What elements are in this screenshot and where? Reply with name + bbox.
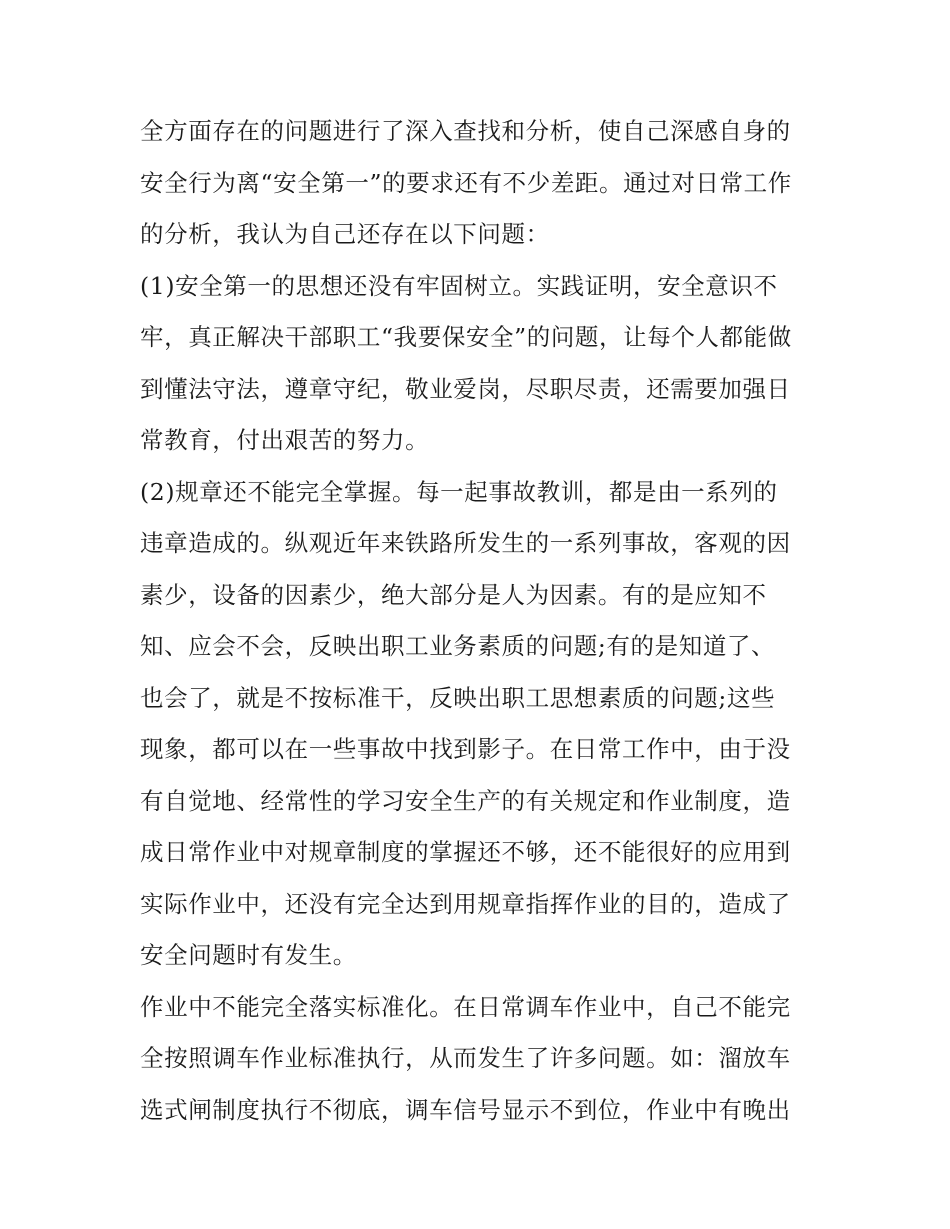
- text-line: 现象，都可以在一些事故中找到影子。在日常工作中，由于没: [140, 735, 791, 763]
- text-line: 全方面存在的问题进行了深入查找和分析，使自己深感自身的: [140, 117, 791, 145]
- text-line: 全按照调车作业标准执行，从而发生了许多问题。如：溜放车: [140, 1044, 791, 1072]
- text-line: 安全行为离“安全第一”的要求还有不少差距。通过对日常工作: [140, 168, 792, 197]
- text-line: 常教育，付出艰苦的努力。: [140, 426, 430, 454]
- body-text: [140, 106, 820, 1136]
- text-line: 实际作业中，还没有完全达到用规章指挥作业的目的，造成了: [140, 889, 791, 918]
- text-line: 素少，设备的因素少，绝大部分是人为因素。有的是应知不: [140, 580, 767, 609]
- text-line: (1)安全第一的思想还没有牢固树立。实践证明，安全意识不: [140, 271, 778, 300]
- text-line: 也会了，就是不按标准干，反映出职工思想素质的问题;这些: [140, 683, 776, 712]
- text-line: 到懂法守法，遵章守纪，敬业爱岗，尽职尽责，还需要加强日: [140, 374, 791, 403]
- text-line: 有自觉地、经常性的学习安全生产的有关规定和作业制度，造: [140, 786, 791, 815]
- text-line: 安全问题时有发生。: [140, 941, 357, 969]
- text-line: (2)规章还不能完全掌握。每一起事故教训，都是由一系列的: [140, 477, 778, 506]
- text-line: 牢，真正解决干部职工“我要保安全”的问题，让每个人都能做: [140, 323, 792, 351]
- text-line: 知、应会不会，反映出职工业务素质的问题;有的是知道了、: [140, 632, 776, 660]
- text-line: 选式闸制度执行不彻底，调车信号显示不到位，作业中有晚出: [140, 1095, 791, 1124]
- text-line: 作业中不能完全落实标准化。在日常调车作业中，自己不能完: [140, 992, 791, 1021]
- text-line: 成日常作业中对规章制度的掌握还不够，还不能很好的应用到: [140, 838, 791, 866]
- text-line: 违章造成的。纵观近年来铁路所发生的一系列事故，客观的因: [140, 529, 791, 557]
- text-line: 的分析，我认为自己还存在以下问题：: [140, 220, 550, 248]
